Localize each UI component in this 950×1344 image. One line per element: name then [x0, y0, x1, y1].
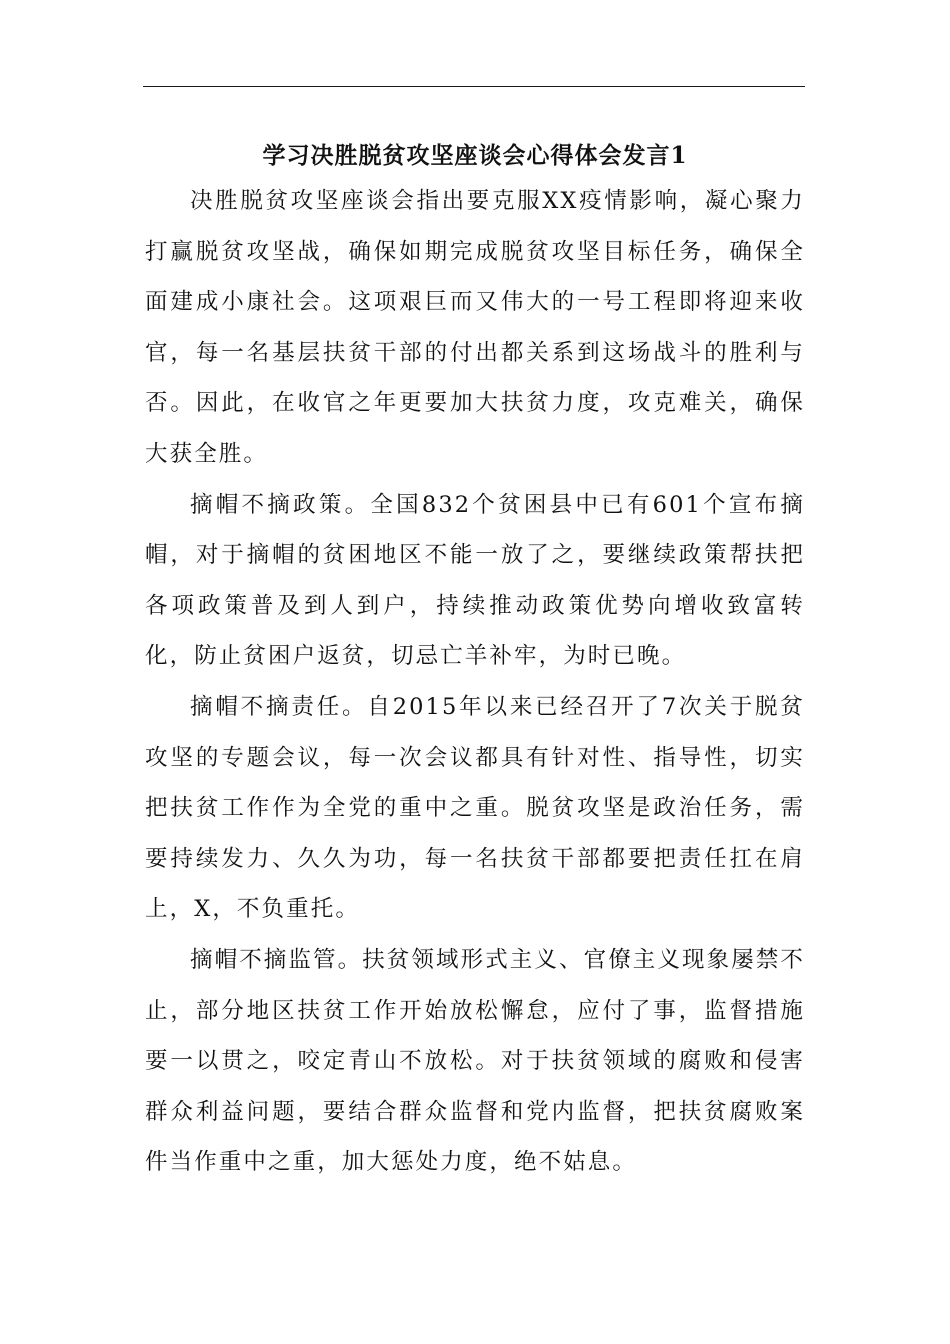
document-title: 学习决胜脱贫攻坚座谈会心得体会发言1 [262, 142, 688, 169]
header-rule [143, 86, 805, 87]
paragraph-policy: 摘帽不摘政策。全国832个贫困县中已有601个宣布摘帽，对于摘帽的贫困地区不能一放了之，要继续政策帮扶把各项政策普及到人到户，持续推动政策优势向增收致富转化，防止贫困户返贫，切忌亡羊补牢，为时已晚。 [145, 491, 805, 670]
paragraph-supervision: 摘帽不摘监管。扶贫领域形式主义、官僚主义现象屡禁不止，部分地区扶贫工作开始放松懈怠，应付了事，监督措施要一以贯之，咬定青山不放松。对于扶贫领域的腐败和侵害群众利益问题，要结合群众监督和党内监督，把扶贫腐败案件当作重中之重，加大惩处力度，绝不姑息。 [145, 946, 806, 1176]
paragraph-responsibility: 摘帽不摘责任。自2015年以来已经召开了7次关于脱贫攻坚的专题会议，每一次会议都具有针对性、指导性，切实把扶贫工作作为全党的重中之重。脱贫攻坚是政治任务，需要持续发力、久久为功，每一名扶贫干部都要把责任扛在肩上，X，不负重托。 [145, 693, 805, 923]
paragraph-intro: 决胜脱贫攻坚座谈会指出要克服XX疫情影响，凝心聚力打赢脱贫攻坚战，确保如期完成脱贫攻坚目标任务，确保全面建成小康社会。这项艰巨而又伟大的一号工程即将迎来收官，每一名基层扶贫干部的付出都关系到这场战斗的胜利与否。因此，在收官之年更要加大扶贫力度，攻克难关，确保大获全胜。 [145, 188, 805, 467]
document-body [145, 136, 805, 1188]
